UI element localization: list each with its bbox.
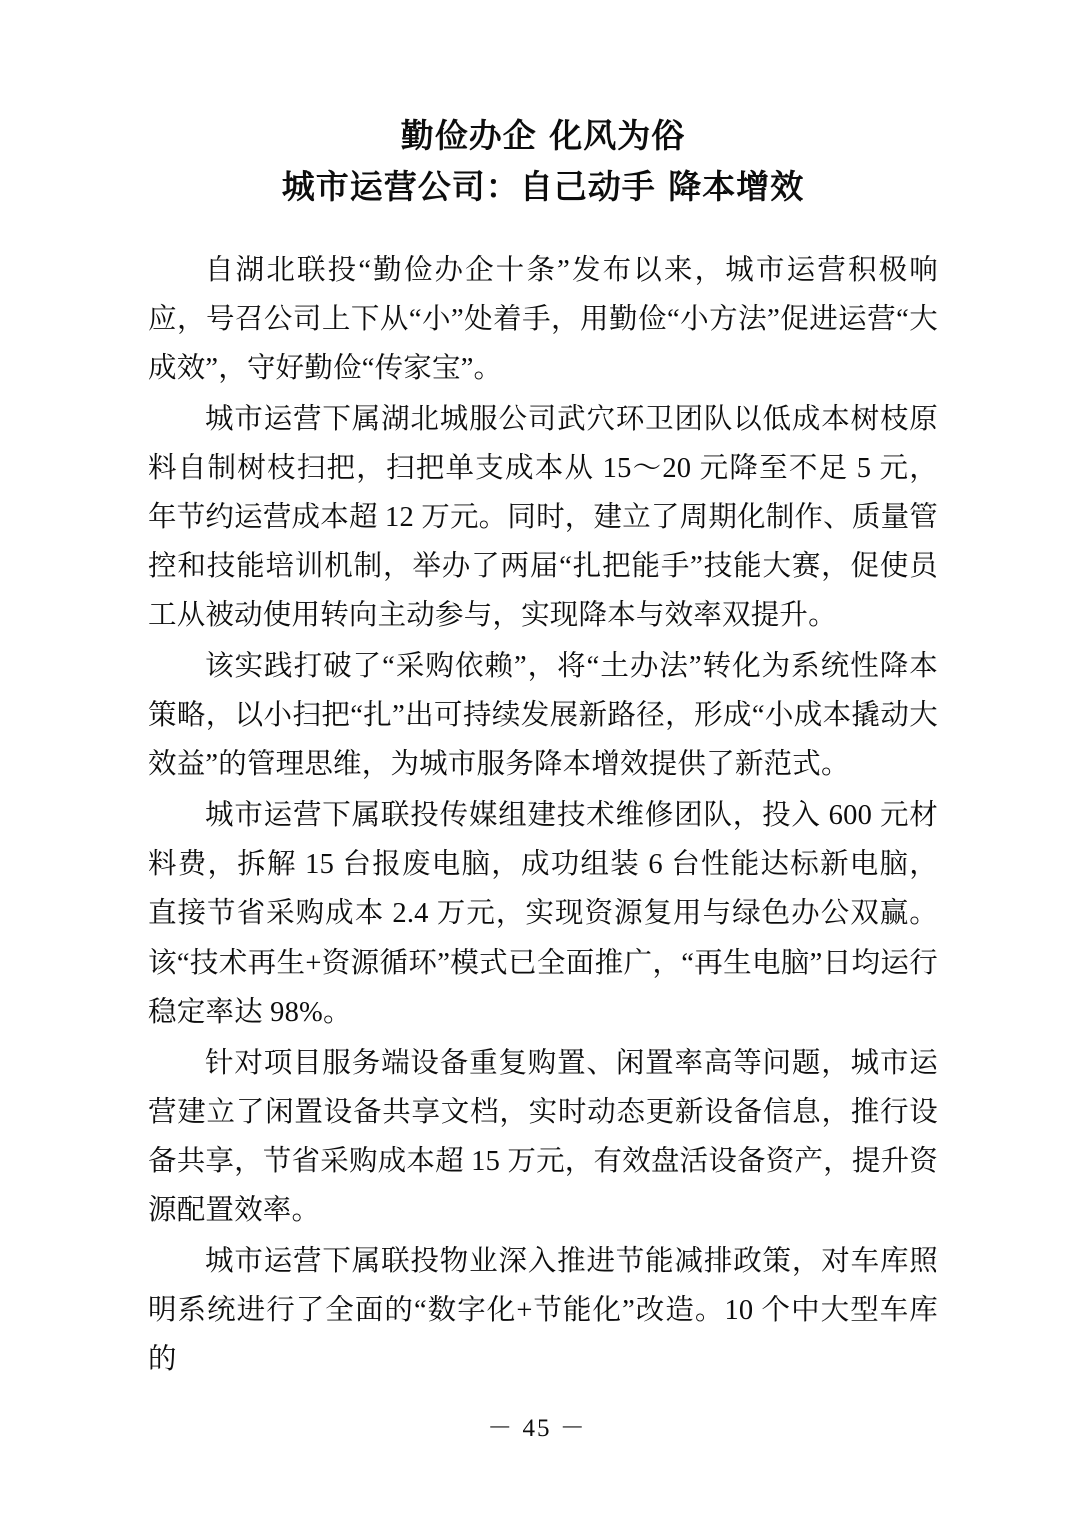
paragraph: 针对项目服务端设备重复购置、闲置率高等问题，城市运营建立了闲置设备共享文档，实时动态更新设备信息，推行设备共享，节省采购成本超 15 万元，有效盘活设备资产，提升资源配置效率。 [148,1047,938,1226]
page-title [148,110,938,212]
paragraph: 城市运营下属联投物业深入推进节能减排政策，对车库照明系统进行了全面的“数字化+节能化”改造。10 个中大型车库的 [148,1245,938,1375]
paragraph: 城市运营下属湖北城服公司武穴环卫团队以低成本树枝原料自制树枝扫把，扫把单支成本从 15～20 元降至不足 5 元，年节约运营成本超 12 万元。同时，建立了周期化制作、质量管控和技能培训机制，举办了两届“扎把能手”技能大赛，促使员工从被动使用转向主动参与，实现降本与效率双提升。 [148,404,938,632]
title-line-1: 勤俭办企 化风为俗 [400,116,686,155]
paragraph: 该实践打破了“采购依赖”，将“土办法”转化为系统性降本策略，以小扫把“扎”出可持续发展新路径，形成“小成本撬动大效益”的管理思维，为城市服务降本增效提供了新范式。 [148,651,938,781]
title-line-2: 城市运营公司：自己动手 降本增效 [281,167,805,207]
article-body [148,246,938,1383]
paragraph: 城市运营下属联投传媒组建技术维修团队，投入 600 元材料费，拆解 15 台报废电脑，成功组装 6 台性能达标新电脑，直接节省采购成本 2.4 万元，实现资源复用与绿色办公双赢。该“技术再生+资源循环”模式已全面推广，“再生电脑”日均运行稳定率达 98%。 [148,800,938,1028]
page-content [148,110,938,1386]
page-number: － 45 － [487,1415,587,1442]
paragraph: 自湖北联投“勤俭办企十条”发布以来，城市运营积极响应，号召公司上下从“小”处着手，用勤俭“小方法”促进运营“大成效”，守好勤俭“传家宝”。 [148,255,938,385]
